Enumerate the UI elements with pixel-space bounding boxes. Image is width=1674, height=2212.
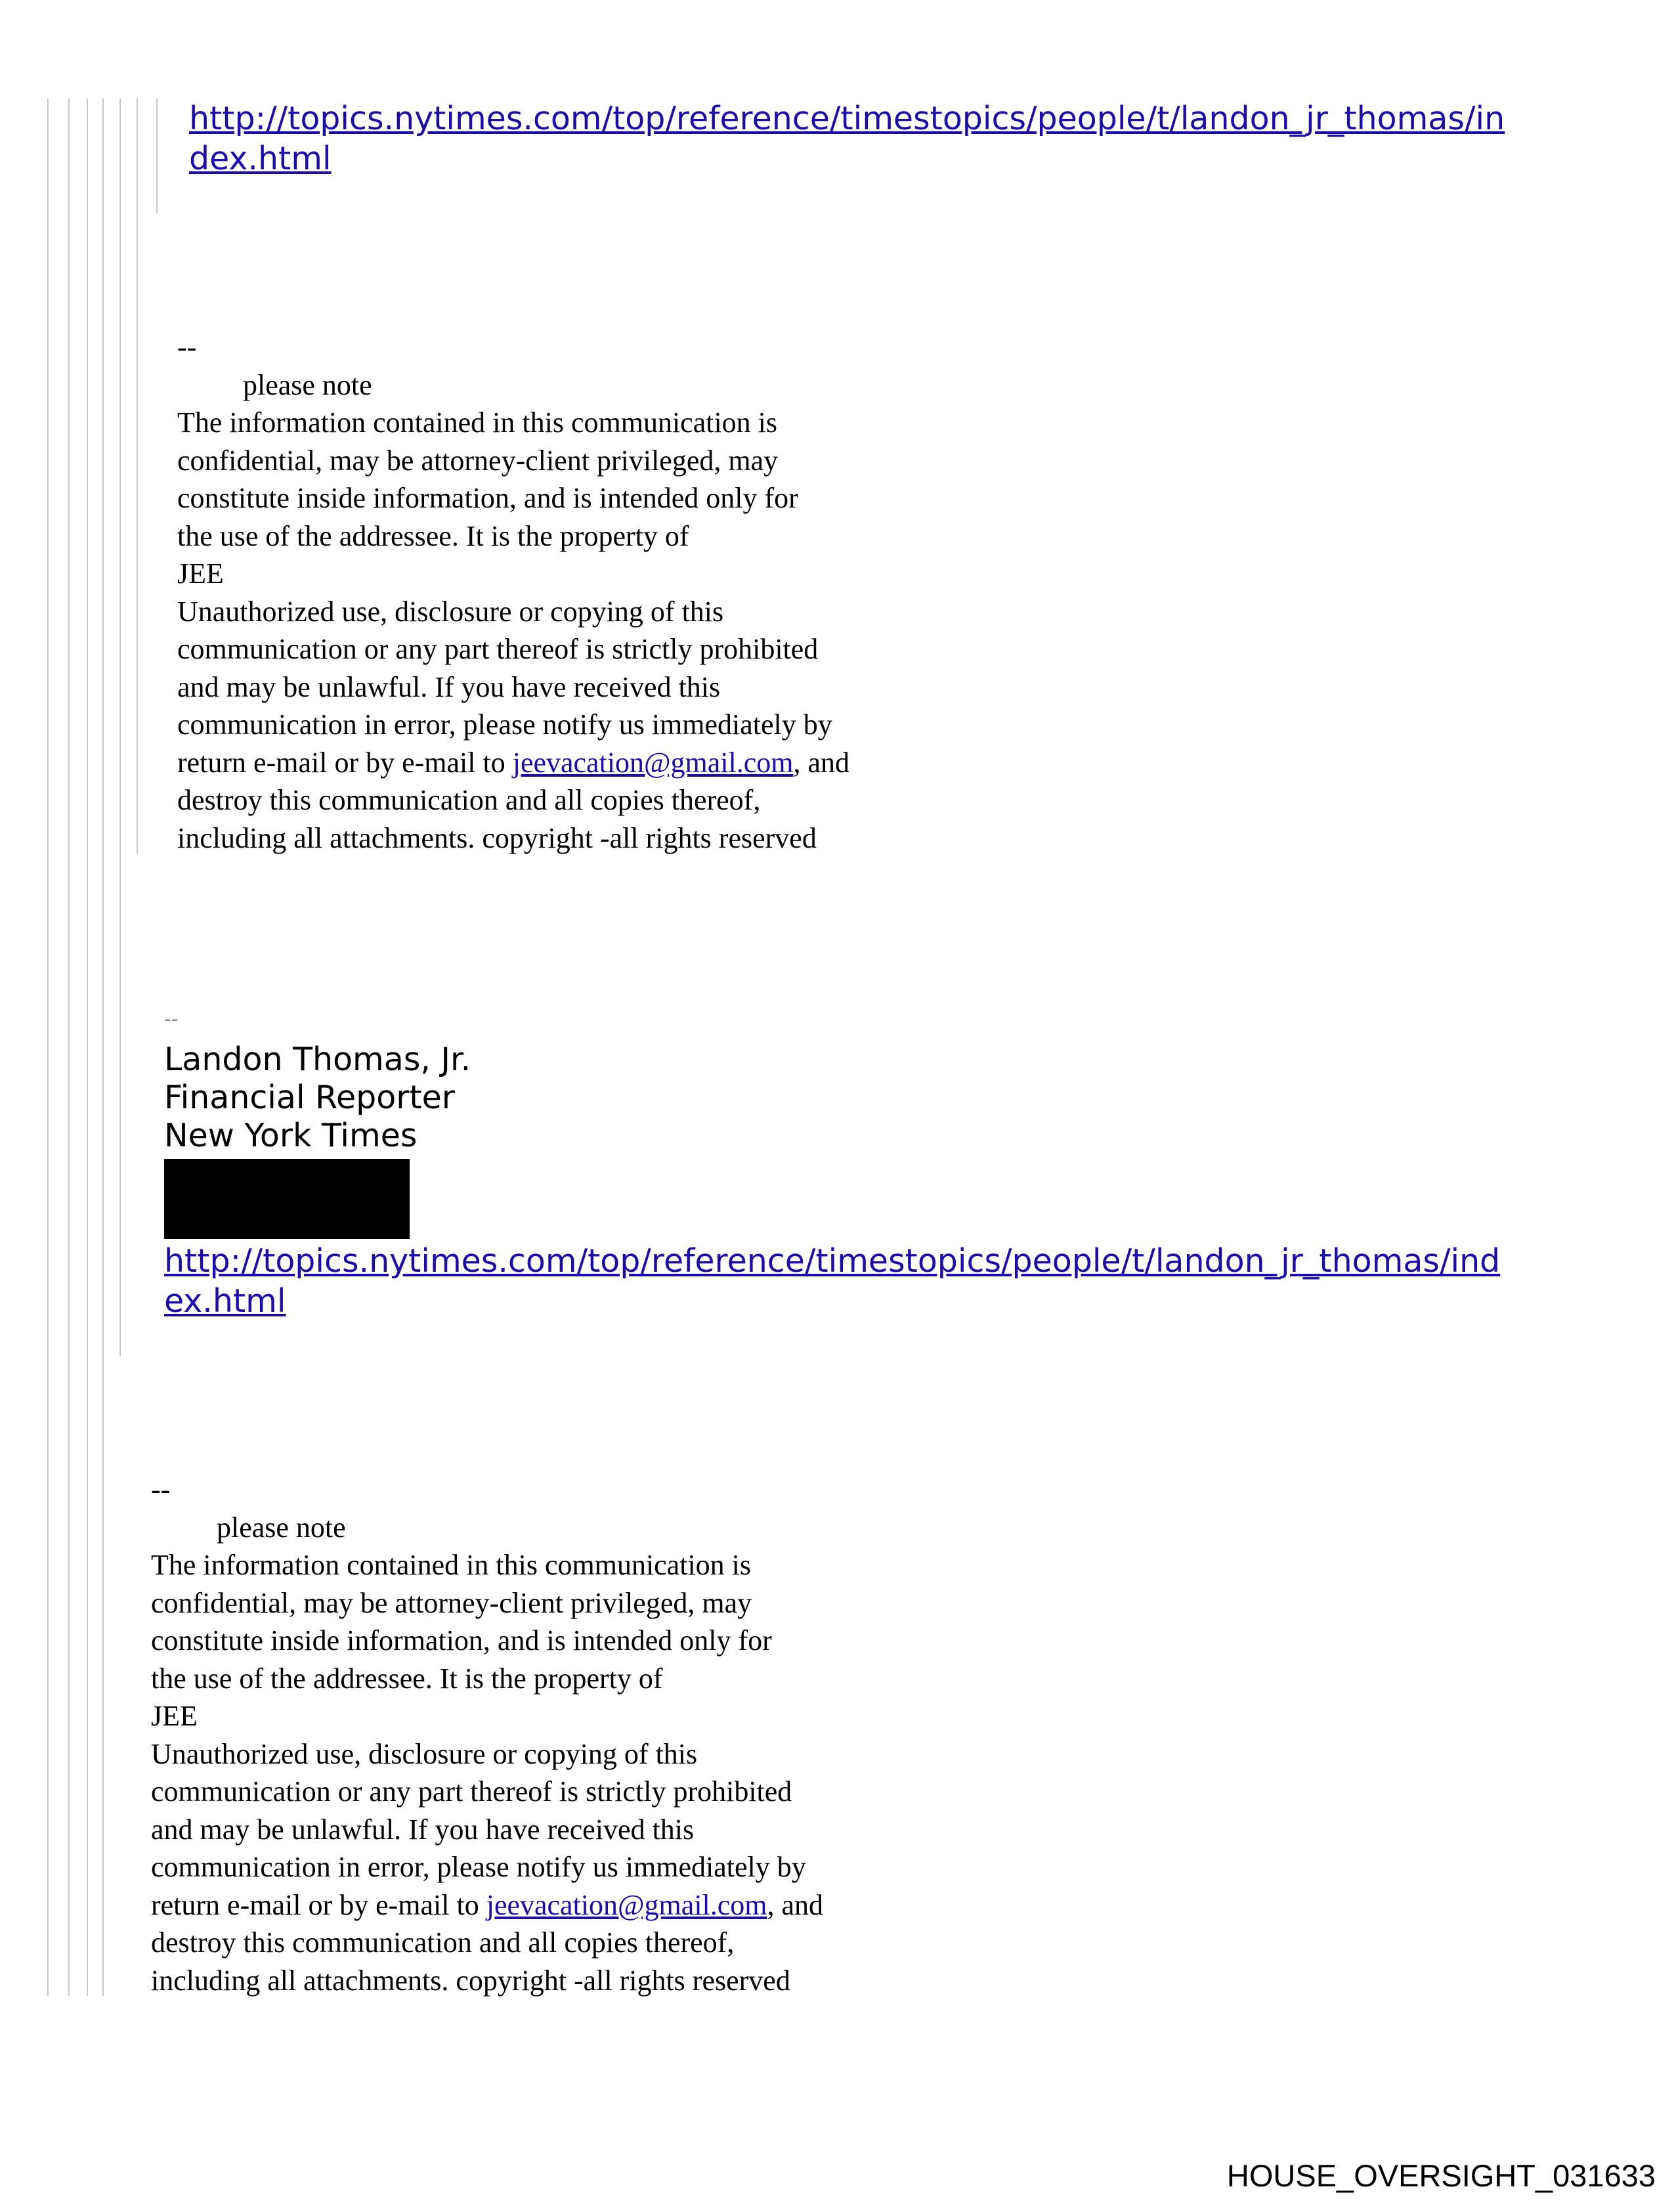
profile-link-2[interactable]: http://topics.nytimes.com/top/reference/timestopics/people/t/landon_jr_thomas/ind ex.html bbox=[164, 1242, 1501, 1320]
quote-bar-4 bbox=[102, 98, 104, 1996]
disclaimer-line: The information contained in this communication is bbox=[177, 406, 778, 439]
redaction-box bbox=[164, 1159, 410, 1239]
disclaimer-1 bbox=[177, 328, 849, 857]
disclaimer-line: destroy this communication and all copies thereof, bbox=[177, 784, 761, 816]
disclaimer-text: return e-mail or by e-mail to bbox=[177, 746, 513, 779]
disclaimer-line: including all attachments. copyright -all rights reserved bbox=[177, 821, 817, 854]
signature-title: Financial Reporter bbox=[164, 1079, 455, 1116]
disclaimer-line bbox=[151, 1886, 823, 1924]
quote-bar-2 bbox=[68, 98, 70, 1996]
quote-bar-5 bbox=[119, 98, 121, 1356]
disclaimer-line: constitute inside information, and is intended only for bbox=[177, 482, 798, 514]
disclaimer-line: the use of the addressee. It is the property of bbox=[151, 1662, 663, 1695]
quote-bar-7 bbox=[156, 98, 158, 213]
signature-org: New York Times bbox=[164, 1117, 418, 1154]
quote-bar-3 bbox=[87, 98, 88, 1996]
email-link[interactable]: jeevacation@gmail.com bbox=[486, 1888, 767, 1921]
disclaimer-line: communication or any part thereof is strictly prohibited bbox=[177, 633, 819, 665]
disclaimer-line: destroy this communication and all copies thereof, bbox=[151, 1926, 735, 1959]
disclaimer-line: communication in error, please notify us immediately by bbox=[177, 708, 832, 741]
disclaimer-separator: -- bbox=[177, 331, 197, 363]
disclaimer-line: including all attachments. copyright -all rights reserved bbox=[151, 1964, 790, 1997]
disclaimer-line: Unauthorized use, disclosure or copying of this bbox=[177, 595, 724, 628]
disclaimer-line: Unauthorized use, disclosure or copying of this bbox=[151, 1737, 698, 1770]
disclaimer-line: constitute inside information, and is intended only for bbox=[151, 1624, 772, 1657]
disclaimer-line: confidential, may be attorney-client privileged, may bbox=[177, 444, 779, 477]
disclaimer-line bbox=[177, 744, 849, 782]
disclaimer-heading: please note bbox=[243, 368, 372, 401]
profile-link-1[interactable]: http://topics.nytimes.com/top/reference/timestopics/people/t/landon_jr_thomas/in dex.html bbox=[189, 100, 1505, 177]
disclaimer-line: JEE bbox=[151, 1700, 198, 1732]
disclaimer-separator: -- bbox=[151, 1473, 171, 1506]
disclaimer-line: the use of the addressee. It is the property of bbox=[177, 519, 689, 552]
disclaimer-line: confidential, may be attorney-client privileged, may bbox=[151, 1586, 752, 1619]
quote-bar-6 bbox=[137, 98, 138, 854]
signature-separator: -- bbox=[164, 1008, 179, 1031]
disclaimer-2 bbox=[151, 1471, 823, 1999]
disclaimer-line: JEE bbox=[177, 557, 224, 590]
disclaimer-text: , and bbox=[767, 1888, 824, 1921]
disclaimer-line: The information contained in this communication is bbox=[151, 1549, 752, 1581]
disclaimer-line: communication or any part thereof is strictly prohibited bbox=[151, 1775, 792, 1808]
disclaimer-text: , and bbox=[793, 746, 850, 779]
quote-bar-1 bbox=[47, 98, 49, 1996]
signature-block bbox=[164, 1041, 471, 1155]
bates-number: HOUSE_OVERSIGHT_031633 bbox=[1226, 2158, 1656, 2193]
disclaimer-line: and may be unlawful. If you have received this bbox=[151, 1813, 695, 1846]
disclaimer-text: return e-mail or by e-mail to bbox=[151, 1888, 486, 1921]
disclaimer-line: communication in error, please notify us immediately by bbox=[151, 1851, 806, 1883]
email-link[interactable]: jeevacation@gmail.com bbox=[512, 746, 794, 779]
disclaimer-line: and may be unlawful. If you have received this bbox=[177, 670, 721, 703]
disclaimer-heading: please note bbox=[217, 1511, 346, 1544]
signature-name: Landon Thomas, Jr. bbox=[164, 1041, 471, 1078]
